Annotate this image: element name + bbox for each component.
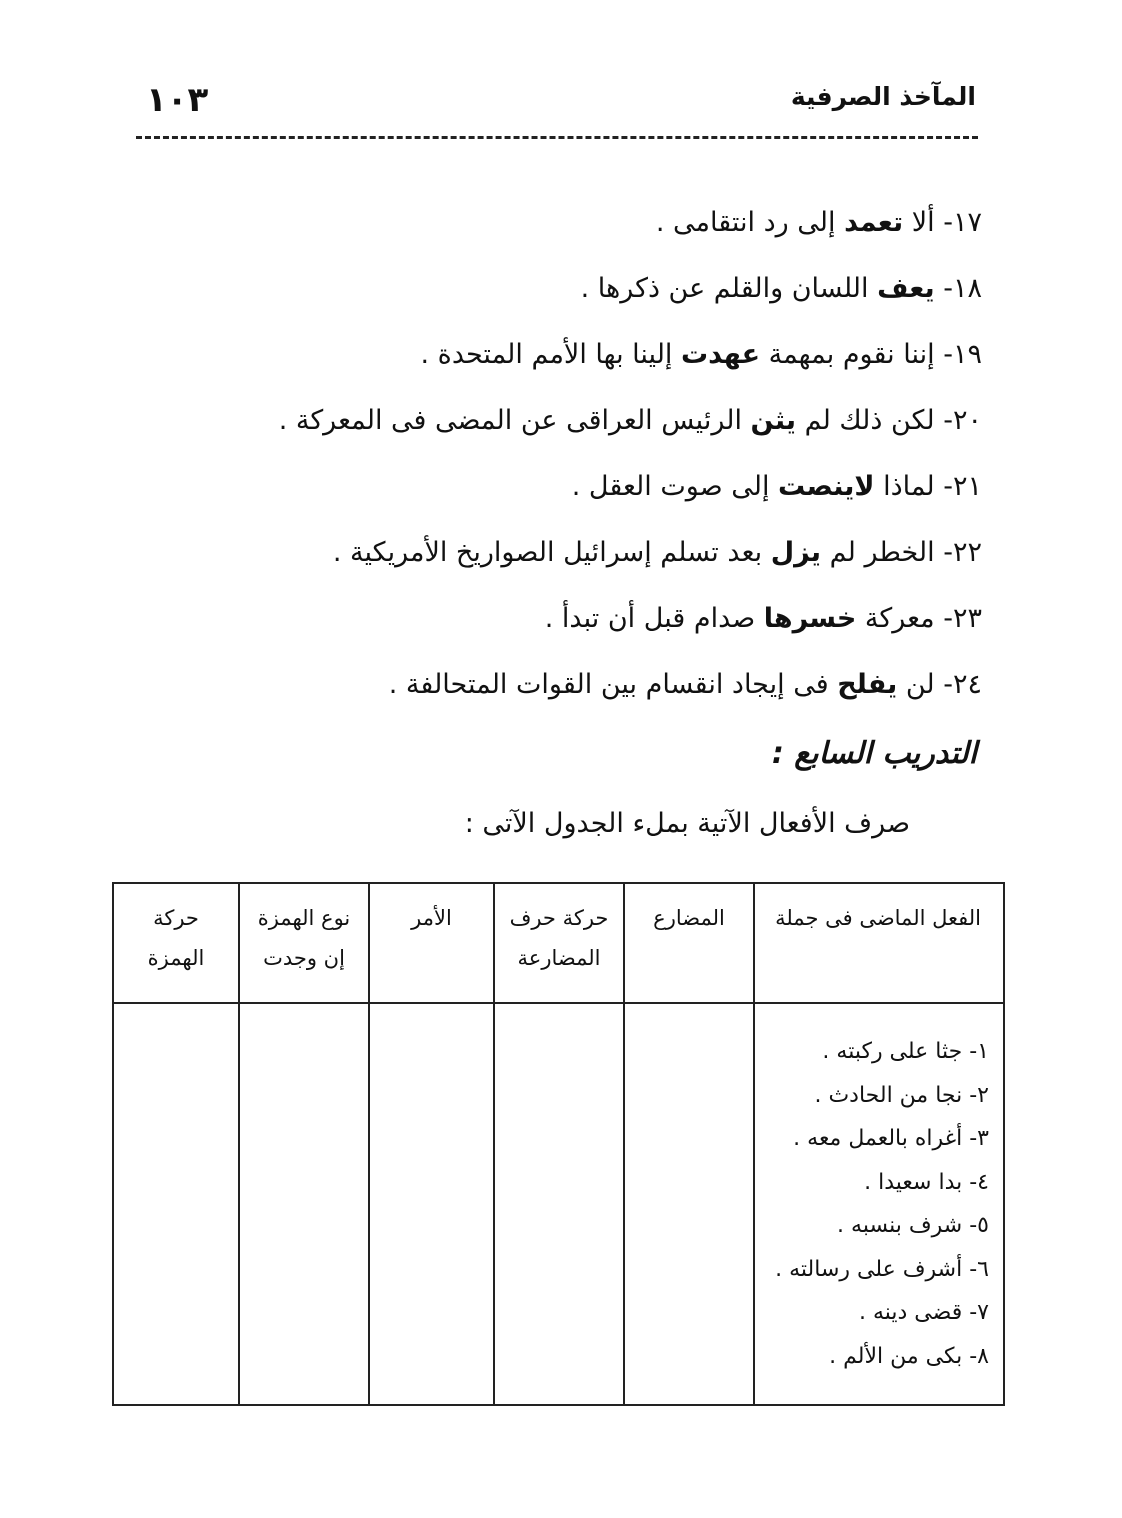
column-header-hamza-type	[239, 883, 369, 1003]
running-title: المآخذ الصرفية	[790, 82, 976, 111]
sentence-text: إلينا بها الأمم المتحدة .	[420, 339, 682, 370]
verb-item: ١- جثا على ركبته .	[822, 1039, 989, 1064]
column-header-line: الأمر	[411, 906, 452, 930]
sentence-text: لكن ذلك لم	[796, 405, 935, 436]
sentence-number: ٢١-	[934, 471, 982, 502]
target-verb: يثن	[750, 405, 797, 436]
conjugation-table	[112, 882, 1005, 1406]
sentence-number: ٢٢-	[934, 537, 982, 568]
column-header-hamza-vowel	[113, 883, 239, 1003]
sentence-22	[182, 520, 982, 586]
sentence-text: الرئيس العراقى عن المضى فى المعركة .	[278, 405, 751, 436]
answer-cell-prefix-vowel	[494, 1003, 624, 1405]
sentence-17	[182, 190, 982, 256]
sentence-text: صدام قبل أن تبدأ .	[544, 603, 764, 634]
page-number: ١٠٣	[146, 80, 209, 120]
sentence-text: إننا نقوم بمهمة	[760, 339, 935, 370]
header-divider	[136, 136, 978, 139]
table-body-row	[113, 1003, 1004, 1405]
target-verb: عهدت	[681, 339, 761, 370]
answer-cell-hamza-type	[239, 1003, 369, 1405]
target-verb: تعمد	[844, 207, 904, 238]
verb-item: ٣- أغراه بالعمل معه .	[793, 1126, 989, 1151]
sentence-24	[182, 652, 982, 718]
sentence-text: الخطر لم	[821, 537, 935, 568]
sentence-text: ألا	[903, 207, 935, 238]
sentence-23	[182, 586, 982, 652]
column-header-past-verb	[754, 883, 1004, 1003]
sentence-number: ١٨-	[934, 273, 982, 304]
sentence-number: ٢٣-	[934, 603, 982, 634]
verb-list-cell	[754, 1003, 1004, 1405]
column-header-imperative	[369, 883, 494, 1003]
sentence-list	[182, 190, 982, 718]
sentence-text: فى إيجاد انقسام بين القوات المتحالفة .	[388, 669, 838, 700]
exercise-title: التدريب السابع :	[771, 736, 977, 771]
verb-item: ٧- قضى دينه .	[858, 1300, 989, 1325]
verb-item: ٥- شرف بنسبه .	[837, 1213, 989, 1238]
column-header-line: المضارع	[653, 906, 725, 930]
answer-cell-present	[624, 1003, 754, 1405]
column-header-line: نوع الهمزة	[257, 906, 351, 930]
table-header-row	[113, 883, 1004, 1003]
column-header-line: حركة	[153, 906, 199, 930]
sentence-number: ١٧-	[934, 207, 982, 238]
target-verb: يعف	[877, 273, 935, 304]
column-header-prefix-vowel	[494, 883, 624, 1003]
column-header-line: الهمزة	[147, 946, 205, 970]
verb-item: ٦- أشرف على رسالته .	[775, 1256, 989, 1282]
exercise-instruction: صرف الأفعال الآتية بملء الجدول الآتى :	[464, 808, 910, 839]
sentence-text: لماذا	[874, 471, 935, 502]
sentence-19	[182, 322, 982, 388]
column-header-line: الفعل الماضى فى جملة	[775, 906, 981, 930]
verb-list	[755, 1004, 1003, 1378]
target-verb: يزل	[770, 537, 822, 568]
sentence-18	[182, 256, 982, 322]
answer-cell-imperative	[369, 1003, 494, 1405]
sentence-text: معركة	[856, 603, 935, 634]
column-header-line: إن وجدت	[263, 946, 345, 970]
sentence-text: اللسان والقلم عن ذكرها .	[580, 273, 878, 304]
target-verb: يفلح	[837, 669, 898, 700]
sentence-text: إلى صوت العقل .	[571, 471, 779, 502]
column-header-line: حركة حرف	[509, 906, 609, 930]
sentence-text: بعد تسلم إسرائيل الصواريخ الأمريكية .	[332, 537, 771, 568]
sentence-20	[182, 388, 982, 454]
sentence-number: ١٩-	[934, 339, 982, 370]
verb-item: ٤- بدا سعيدا .	[864, 1169, 989, 1195]
verb-item: ٢- نجا من الحادث .	[814, 1082, 989, 1108]
sentence-21	[182, 454, 982, 520]
column-header-present	[624, 883, 754, 1003]
target-verb: خسرها	[763, 603, 857, 634]
target-verb: لاينصت	[778, 471, 875, 502]
sentence-number: ٢٠-	[934, 405, 982, 436]
answer-cell-hamza-vowel	[113, 1003, 239, 1405]
column-header-line: المضارعة	[517, 946, 601, 970]
sentence-text: لن	[897, 669, 935, 700]
sentence-number: ٢٤-	[934, 669, 982, 700]
sentence-text: إلى رد انتقامى .	[655, 207, 845, 238]
verb-item: ٨- بكى من الألم .	[829, 1343, 989, 1369]
